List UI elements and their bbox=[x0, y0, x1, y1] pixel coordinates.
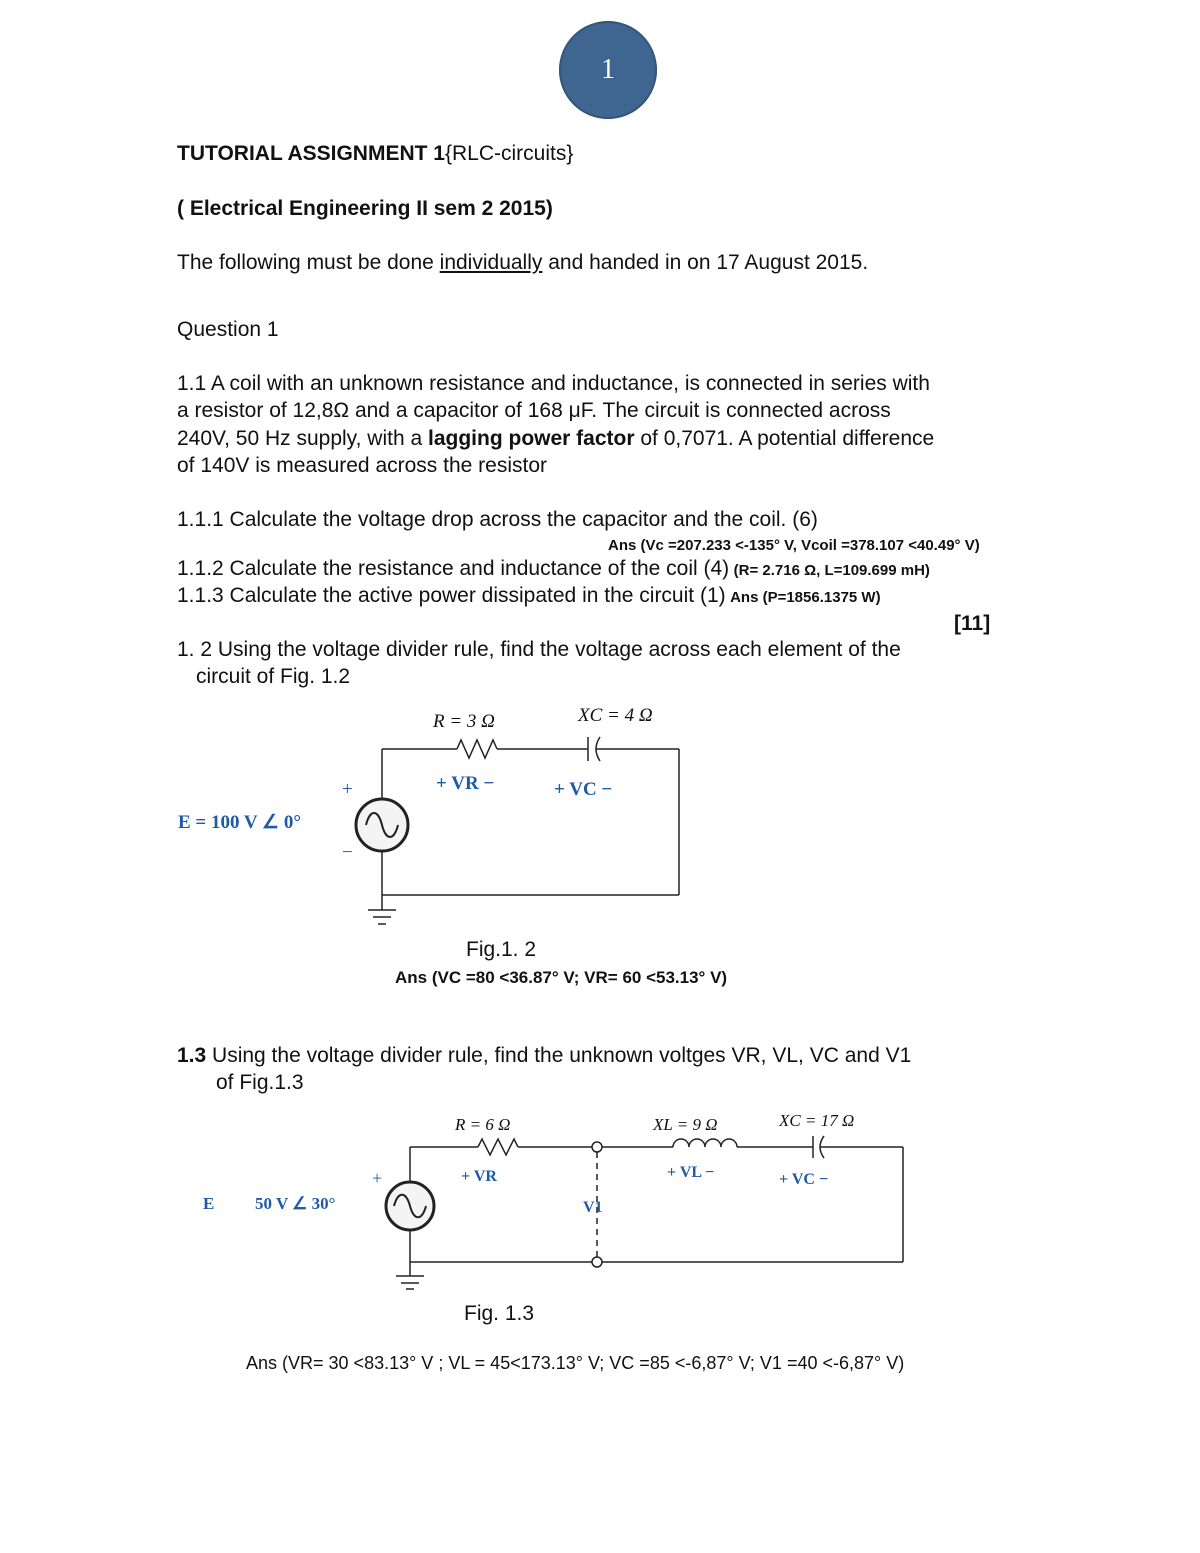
fig12-answer: Ans (VC =80 <36.87° V; VR= 60 <53.13° V) bbox=[395, 968, 728, 987]
q11-line3 bbox=[177, 427, 934, 451]
q11-line2: a resistor of 12,8Ω and a capacitor of 168 μF. The circuit is connected across bbox=[177, 399, 891, 422]
q12-line1: 1. 2 Using the voltage divider rule, find the voltage across each element of the bbox=[177, 638, 901, 661]
fig12-xc-label: XC = 4 Ω bbox=[578, 705, 653, 726]
course-line: ( Electrical Engineering II sem 2 2015) bbox=[177, 197, 553, 220]
q113-answer: Ans (P=1856.1375 W) bbox=[730, 589, 881, 606]
q13-line2: of Fig.1.3 bbox=[216, 1071, 304, 1094]
question-heading: Question 1 bbox=[177, 318, 279, 341]
q112-answer: (R= 2.716 Ω, L=109.699 mH) bbox=[733, 562, 930, 579]
fig13-plus: + bbox=[372, 1168, 383, 1188]
fig13-vc-label: + VC − bbox=[779, 1171, 829, 1188]
instruction-pre: The following must be done bbox=[177, 251, 440, 274]
fig12-r-label: R = 3 Ω bbox=[433, 711, 495, 732]
q11-line3-bold: lagging power factor bbox=[428, 427, 635, 450]
instruction-post: and handed in on 17 August 2015. bbox=[542, 251, 869, 274]
document-title bbox=[177, 142, 573, 166]
q13-text: Using the voltage divider rule, find the unknown voltges VR, VL, VC and V1 bbox=[206, 1044, 912, 1067]
q11-line1: 1.1 A coil with an unknown resistance and inductance, is connected in series with bbox=[177, 372, 930, 395]
node-top bbox=[592, 1142, 602, 1152]
fig13-answer: Ans (VR= 30 <83.13° V ; VL = 45<173.13° V; VC =85 <-6,87° V; V1 =40 <-6,87° V) bbox=[246, 1353, 905, 1373]
q12-line2: circuit of Fig. 1.2 bbox=[196, 665, 351, 688]
fig13-caption: Fig. 1.3 bbox=[464, 1302, 535, 1325]
title-bold: TUTORIAL ASSIGNMENT 1 bbox=[177, 142, 445, 165]
inductor-xl bbox=[673, 1139, 737, 1147]
instruction-line bbox=[177, 251, 868, 275]
fig13-r-label: R = 6 Ω bbox=[455, 1115, 511, 1134]
fig13-e-label: E bbox=[203, 1194, 215, 1213]
circuit-figure-1-3 bbox=[195, 1100, 915, 1290]
fig12-minus: − bbox=[342, 842, 353, 863]
fig12-plus: + bbox=[342, 779, 353, 800]
fig13-xc-label: XC = 17 Ω bbox=[779, 1111, 855, 1130]
q112-line bbox=[177, 557, 930, 581]
q11-line3-pre: 240V, 50 Hz supply, with a bbox=[177, 427, 428, 450]
fig13-source-label: 50 V ∠ 30° bbox=[255, 1194, 336, 1213]
q13-number: 1.3 bbox=[177, 1044, 207, 1067]
page-number-badge bbox=[559, 21, 657, 119]
fig13-v1-label: V1 bbox=[583, 1199, 603, 1216]
fig12-vr-label: + VR − bbox=[436, 773, 495, 794]
marks: [11] bbox=[954, 612, 991, 635]
fig12-vc-label: + VC − bbox=[554, 779, 613, 800]
q11-line4: of 140V is measured across the resistor bbox=[177, 454, 548, 477]
node-bottom bbox=[592, 1257, 602, 1267]
fig12-source-label: E = 100 V ∠ 0° bbox=[178, 812, 301, 833]
q113: 1.1.3 Calculate the active power dissipated in the circuit (1) bbox=[177, 584, 726, 607]
fig13-vr-label: + VR bbox=[461, 1168, 497, 1185]
page-number: 1 bbox=[601, 54, 615, 85]
fig13-vl-label: + VL − bbox=[667, 1164, 715, 1181]
fig12-caption: Fig.1. 2 bbox=[466, 938, 537, 961]
q11-line3-post: of 0,7071. A potential difference bbox=[634, 427, 935, 450]
resistor-r bbox=[478, 1139, 518, 1155]
circuit-figure-1-2 bbox=[170, 695, 710, 935]
q13-line1 bbox=[177, 1044, 911, 1068]
q111: 1.1.1 Calculate the voltage drop across the capacitor and the coil. (6) bbox=[177, 508, 818, 531]
q111-answer: Ans (Vc =207.233 <-135° V, Vcoil =378.107 <40.49° V) bbox=[608, 537, 980, 554]
q112: 1.1.2 Calculate the resistance and inductance of the coil (4) bbox=[177, 557, 730, 580]
resistor-r bbox=[457, 740, 497, 758]
q113-line bbox=[177, 584, 881, 608]
fig13-xl-label: XL = 9 Ω bbox=[653, 1115, 718, 1134]
instruction-underlined: individually bbox=[439, 251, 543, 274]
title-rest: {RLC-circuits} bbox=[444, 142, 574, 165]
